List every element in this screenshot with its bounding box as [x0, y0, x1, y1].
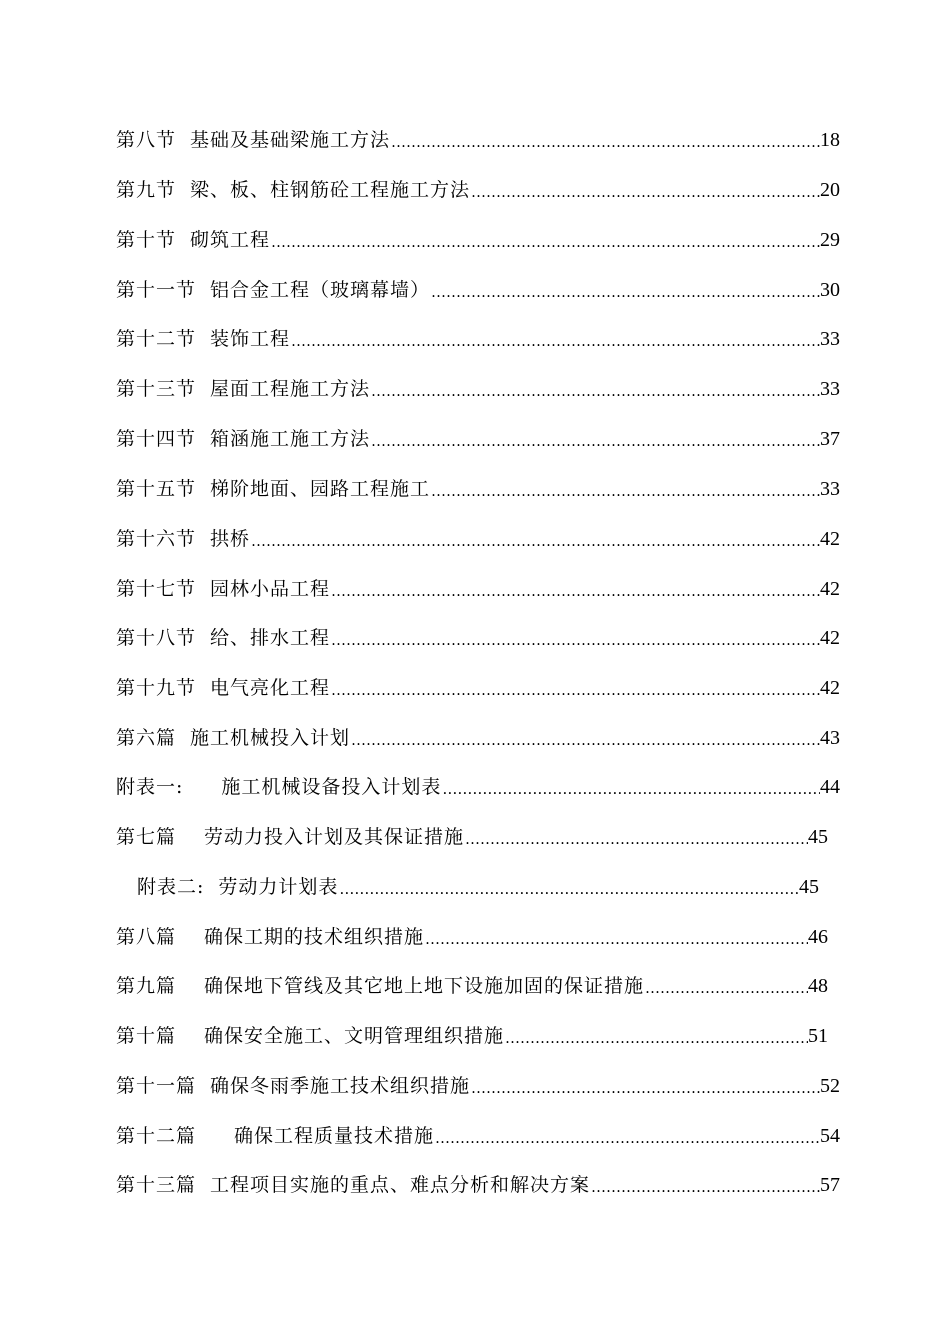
toc-entry-title: 第十三节 屋面工程施工方法 [116, 378, 371, 400]
toc-entry[interactable] [116, 620, 840, 650]
dot-leader [330, 581, 820, 601]
toc-entry-title: 第十三篇 工程项目实施的重点、难点分析和解决方案 [116, 1174, 591, 1196]
toc-entry[interactable] [116, 819, 828, 849]
toc-entry[interactable] [116, 272, 840, 302]
toc-page-number: 33 [820, 328, 840, 350]
dot-leader [590, 1177, 820, 1197]
dot-leader [504, 1028, 808, 1048]
dot-leader [250, 531, 820, 551]
toc-entry[interactable] [116, 769, 840, 799]
toc-entry[interactable] [116, 1167, 840, 1197]
toc-entry[interactable] [116, 222, 840, 252]
dot-leader [430, 481, 820, 501]
toc-entry[interactable] [116, 571, 840, 601]
toc-page-number: 42 [820, 578, 840, 600]
toc-entry[interactable] [116, 521, 840, 551]
toc-entry-title: 第十篇 确保安全施工、文明管理组织措施 [116, 1025, 505, 1047]
toc-page-number: 43 [820, 727, 840, 749]
toc-page-number: 18 [820, 129, 840, 151]
dot-leader [430, 282, 820, 302]
dot-leader [330, 630, 820, 650]
toc-page-number: 45 [808, 826, 828, 848]
toc-page-number: 44 [820, 776, 840, 798]
dot-leader [424, 929, 808, 949]
toc-entry[interactable] [116, 968, 828, 998]
toc-page-number: 51 [808, 1025, 828, 1047]
dot-leader [290, 331, 820, 351]
toc-page-number: 52 [820, 1075, 840, 1097]
toc-entry[interactable] [116, 421, 840, 451]
dot-leader [338, 879, 799, 899]
toc-entry-title: 第十五节 梯阶地面、园路工程施工 [116, 478, 431, 500]
toc-entry-title: 第八篇 确保工期的技术组织措施 [116, 926, 425, 948]
toc-page-number: 54 [820, 1125, 840, 1147]
toc-entry-title: 第十二节 装饰工程 [116, 328, 291, 350]
toc-entry[interactable] [116, 720, 840, 750]
toc-entry-title: 第十二篇 确保工程质量技术措施 [116, 1125, 435, 1147]
toc-page-number: 30 [820, 279, 840, 301]
toc-page-number: 33 [820, 478, 840, 500]
toc-entry-title: 第十七节 园林小品工程 [116, 578, 331, 600]
toc-page-number: 48 [808, 975, 828, 997]
dot-leader [350, 730, 820, 750]
toc-page-number: 45 [799, 876, 819, 898]
toc-entry-title: 附表二: 劳动力计划表 [137, 876, 339, 898]
toc-entry[interactable] [116, 321, 840, 351]
toc-entry-title: 附表一: 施工机械设备投入计划表 [116, 776, 442, 798]
toc-entry-title: 第八节 基础及基础梁施工方法 [116, 129, 391, 151]
dot-leader [644, 978, 808, 998]
toc-entry-title: 第十九节 电气亮化工程 [116, 677, 331, 699]
toc-entry[interactable] [116, 1068, 840, 1098]
toc-page-number: 42 [820, 627, 840, 649]
toc-page-number: 57 [820, 1174, 840, 1196]
dot-leader [470, 1078, 820, 1098]
toc-entry[interactable] [116, 1018, 828, 1048]
dot-leader [441, 779, 820, 799]
toc-entry-title: 第十四节 箱涵施工施工方法 [116, 428, 371, 450]
toc-entry[interactable] [116, 122, 840, 152]
dot-leader [390, 132, 820, 152]
toc-entry[interactable] [116, 919, 828, 949]
dot-leader [330, 680, 820, 700]
toc-entry[interactable] [137, 869, 819, 899]
toc-entry-title: 第七篇 劳动力投入计划及其保证措施 [116, 826, 465, 848]
toc-page-number: 37 [820, 428, 840, 450]
toc-page-number: 42 [820, 677, 840, 699]
toc-entry-title: 第十一篇 确保冬雨季施工技术组织措施 [116, 1075, 471, 1097]
toc-page-number: 33 [820, 378, 840, 400]
toc-entry-title: 第九节 梁、板、柱钢筋砼工程施工方法 [116, 179, 471, 201]
dot-leader [370, 381, 820, 401]
toc-entry[interactable] [116, 471, 840, 501]
dot-leader [470, 182, 820, 202]
toc-page-number: 29 [820, 229, 840, 251]
dot-leader [370, 431, 820, 451]
toc-entry-title: 第九篇 确保地下管线及其它地上地下设施加固的保证措施 [116, 975, 645, 997]
toc-entry-title: 第十八节 给、排水工程 [116, 627, 331, 649]
dot-leader [464, 829, 808, 849]
toc-page-number: 46 [808, 926, 828, 948]
toc-entry[interactable] [116, 1118, 840, 1148]
toc-entry[interactable] [116, 172, 840, 202]
toc-entry-title: 第十节 砌筑工程 [116, 229, 271, 251]
toc-entry[interactable] [116, 670, 840, 700]
toc-page-number: 20 [820, 179, 840, 201]
toc-entry-title: 第十一节 铝合金工程（玻璃幕墙） [116, 279, 431, 301]
dot-leader [434, 1128, 820, 1148]
toc-entry-title: 第十六节 拱桥 [116, 528, 251, 550]
toc-entry[interactable] [116, 371, 840, 401]
toc-entry-title: 第六篇 施工机械投入计划 [116, 727, 351, 749]
dot-leader [270, 232, 820, 252]
toc-page-number: 42 [820, 528, 840, 550]
